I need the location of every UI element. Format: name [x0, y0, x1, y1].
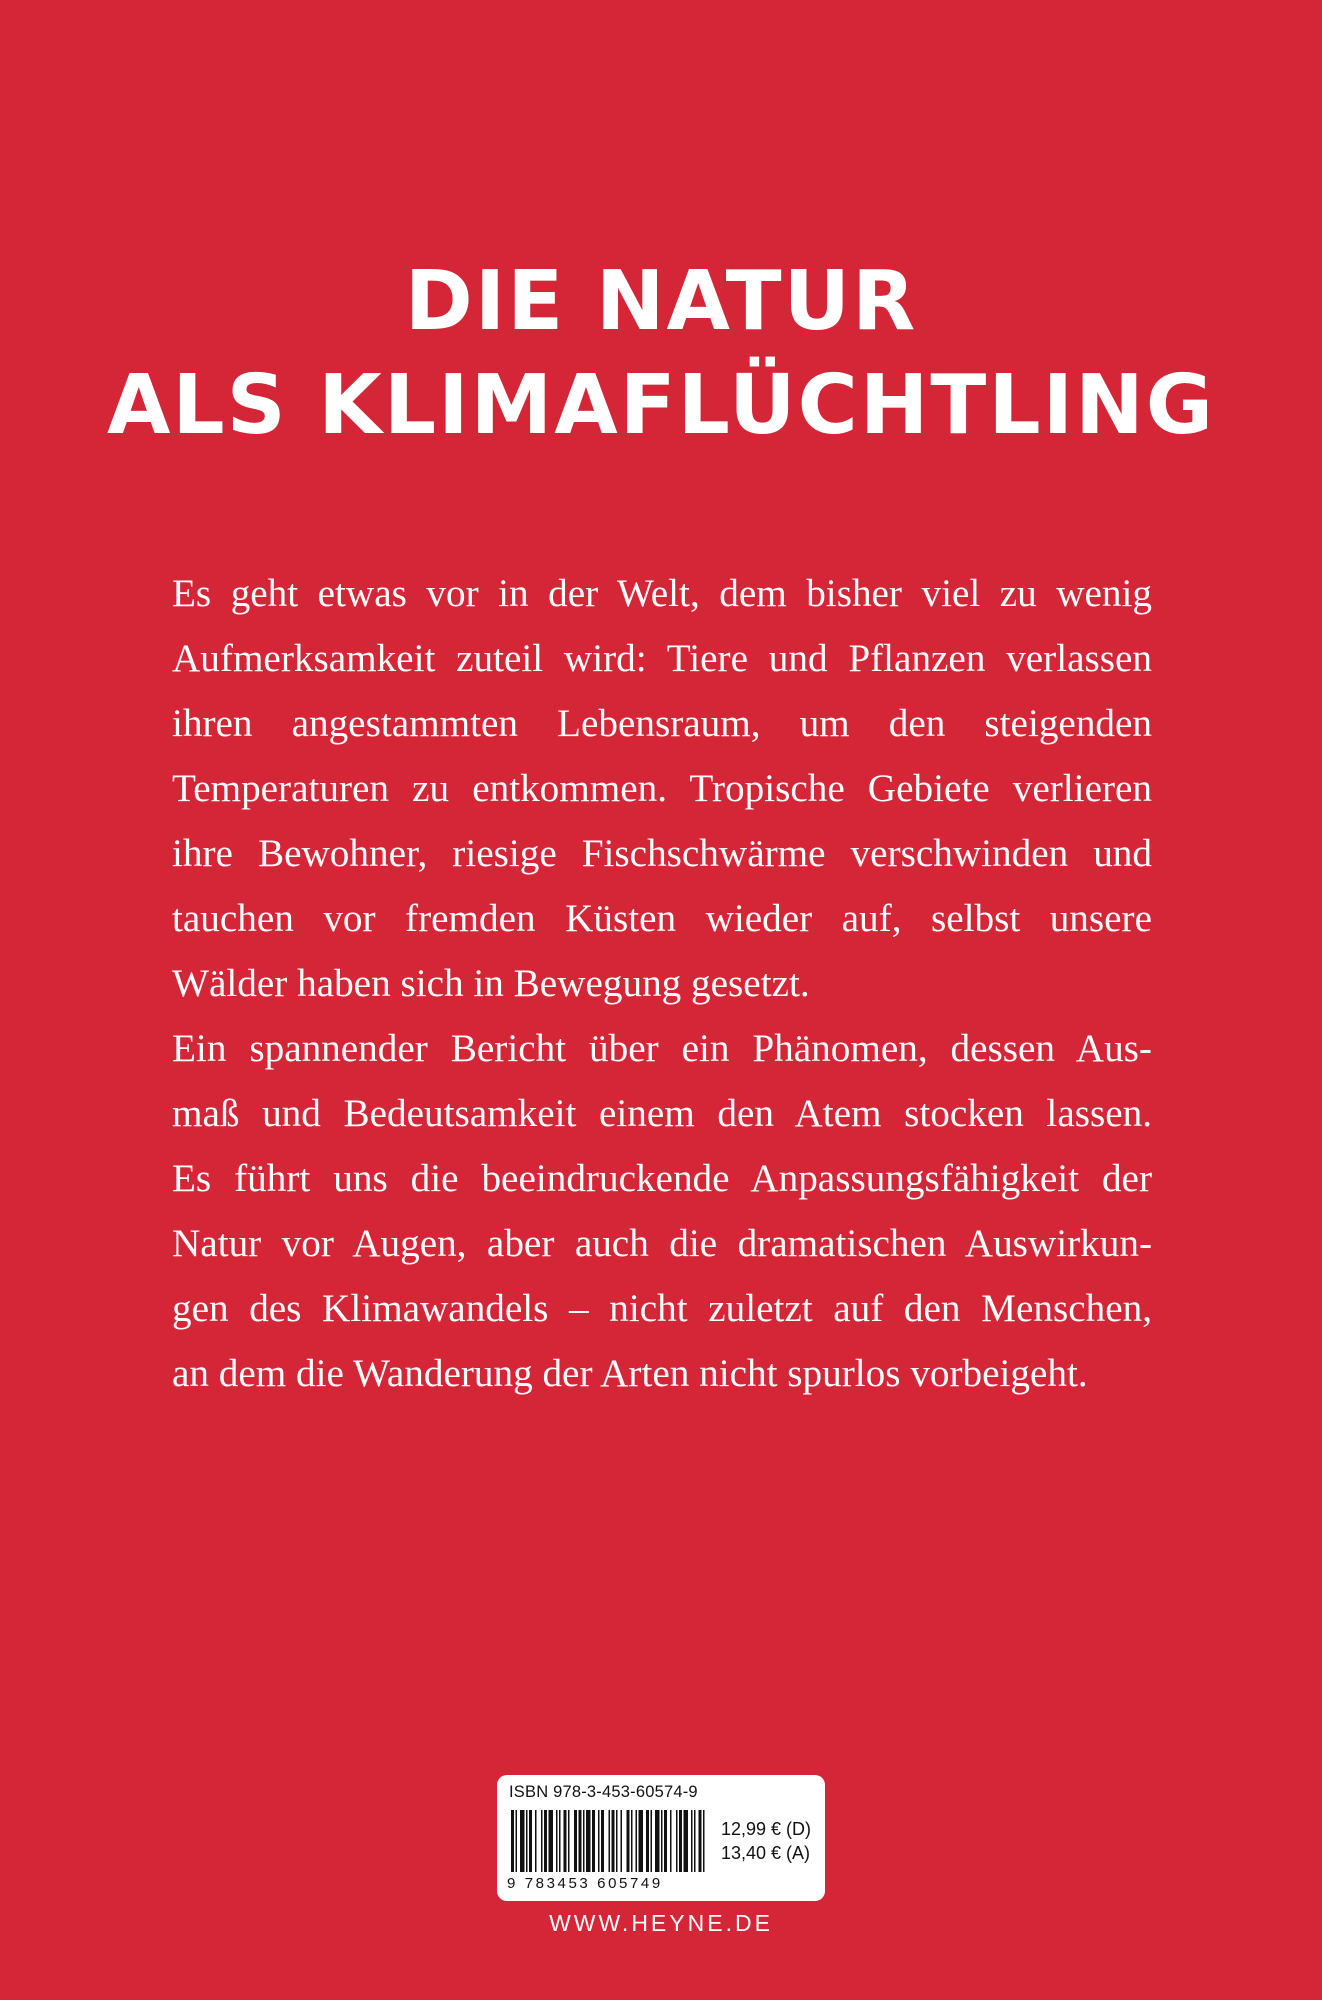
blurb-line: ihren angestammten Lebensraum, um den steigenden	[172, 702, 1152, 745]
title-line-2: ALS KLIMAFLÜCHTLING	[106, 358, 1216, 453]
blurb-line: ihre Bewohner, riesige Fischschwärme verschwinden und	[172, 832, 1152, 875]
barcode-digits: 9 783453 605749	[507, 1875, 663, 1892]
blurb-line: Temperaturen zu entkommen. Tropische Gebiete verlieren	[172, 767, 1152, 810]
isbn-text: ISBN 978-3-453-60574-9	[509, 1783, 698, 1801]
blurb-line: gen des Klimawandels – nicht zuletzt auf den Menschen,	[172, 1287, 1152, 1330]
blurb-line: Aufmerksamkeit zuteil wird: Tiere und Pflanzen verlassen	[172, 637, 1152, 680]
publisher-website: WWW.HEYNE.DE	[549, 1910, 773, 1936]
price-germany: 12,99 € (D)	[721, 1819, 812, 1839]
blurb-line: Es geht etwas vor in der Welt, dem bisher viel zu wenig	[172, 572, 1152, 615]
barcode-label	[497, 1775, 825, 1901]
blurb-text	[172, 561, 1152, 1406]
blurb-line: maß und Bedeutsamkeit einem den Atem stocken lassen.	[172, 1092, 1152, 1135]
title-line-1: DIE NATUR	[404, 254, 918, 349]
back-cover-title	[0, 250, 1322, 458]
blurb-line: Ein spannender Bericht über ein Phänomen, dessen Aus-	[172, 1027, 1152, 1070]
blurb-line: Natur vor Augen, aber auch die dramatischen Auswirkun-	[172, 1222, 1152, 1265]
blurb-line: Es führt uns die beeindruckende Anpassungsfähigkeit der	[172, 1157, 1152, 1200]
blurb-line: tauchen vor fremden Küsten wieder auf, selbst unsere	[172, 897, 1152, 940]
blurb-line: an dem die Wanderung der Arten nicht spurlos vorbeigeht.	[172, 1352, 1088, 1395]
blurb-line: Wälder haben sich in Bewegung gesetzt.	[172, 962, 810, 1005]
price-austria: 13,40 € (A)	[721, 1843, 811, 1863]
barcode-icon	[509, 1810, 709, 1872]
